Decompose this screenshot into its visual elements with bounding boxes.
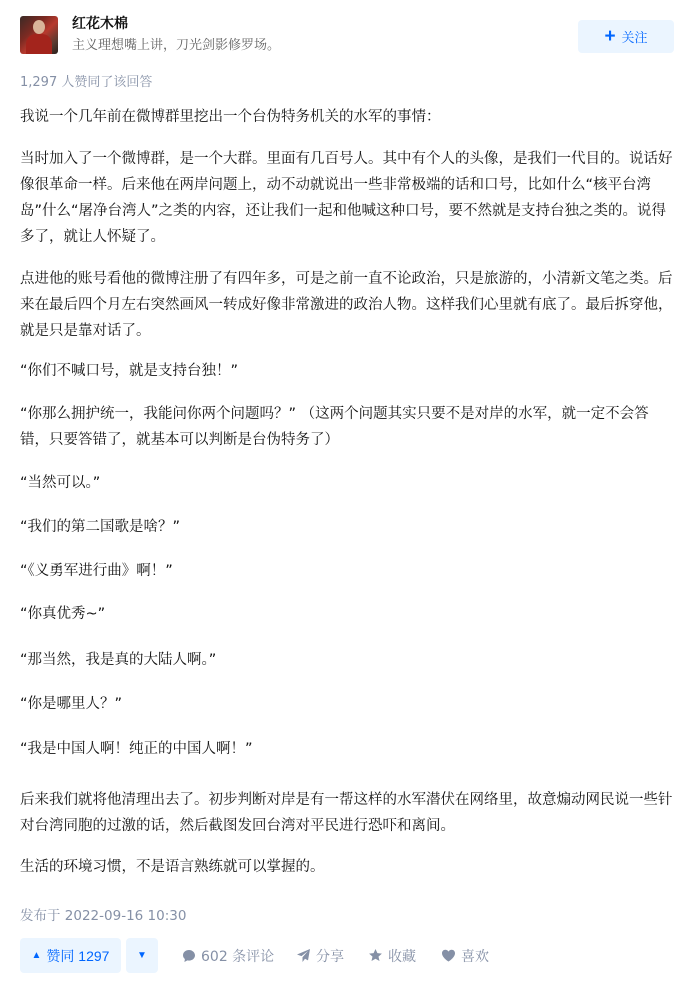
- paragraph: “当然可以。”: [20, 475, 101, 491]
- paragraph: 后来我们就将他清理出去了。初步判断对岸是有一帮这样的水军潜伏在网络里，故意煽动网民说一些针对台湾同胞的过激的话，然后截图发回台湾对平民进行恐吓和离间。: [20, 792, 673, 834]
- author-info: [20, 16, 674, 56]
- follow-label: 关注: [621, 30, 648, 45]
- follow-button[interactable]: [578, 20, 674, 53]
- collect-label: 收藏: [388, 948, 416, 965]
- paragraph: 当时加入了一个微博群，是一个大群。里面有几百号人。其中有个人的头像，是我们一代目的。说话好像很革命一样。后来他在两岸问题上，动不动就说出一些非常极端的话和口号，比如什么“核平台湾岛”什么“屠净台湾人”之类的内容，还让我们一起和他喊这种口号，要不然就是支持台独之类的。说得多了，就让人怀疑了。: [20, 151, 673, 245]
- share-button[interactable]: [296, 938, 344, 973]
- publish-time[interactable]: 发布于 2022-09-16 10:30: [20, 908, 187, 924]
- paragraph: “你真优秀~”: [20, 606, 106, 622]
- paragraph: “那当然，我是真的大陆人啊。”: [20, 652, 217, 668]
- action-bar: [20, 938, 674, 973]
- comment-label: 602 条评论: [201, 948, 275, 965]
- plus-icon: +: [604, 26, 616, 47]
- comment-button[interactable]: [182, 938, 274, 973]
- heart-icon: [441, 948, 456, 963]
- paragraph: 点进他的账号看他的微博注册了有四年多，可是之前一直不论政治，只是旅游的，小清新文笔之类。后来在最后四个月左右突然画风一转成好像非常激进的政治人物。这样我们心里就有底了。最后拆穿他，就是只是靠对话了。: [20, 271, 673, 339]
- paragraph: “你们不喊口号，就是支持台独！”: [20, 363, 239, 379]
- author-name[interactable]: 红花木棉: [72, 16, 128, 32]
- triangle-down-icon: ▼: [137, 950, 147, 961]
- avatar[interactable]: [20, 16, 58, 54]
- paragraph: “《义勇军进行曲》啊！”: [20, 563, 173, 579]
- share-label: 分享: [316, 948, 344, 965]
- vote-up-button[interactable]: [20, 938, 121, 973]
- collect-button[interactable]: [368, 938, 416, 973]
- like-label: 喜欢: [461, 948, 489, 965]
- paragraph: 我说一个几年前在微博群里挖出一个台伪特务机关的水军的事情：: [20, 109, 441, 125]
- vote-down-button[interactable]: [126, 938, 158, 973]
- votes-summary: 1,297 人赞同了该回答: [20, 75, 153, 90]
- paragraph: “你那么拥护统一，我能问你两个问题吗？” （这两个问题其实只要不是对岸的水军，就一定不会答错，只要答错了，就基本可以判断是台伪特务了）: [20, 406, 649, 448]
- paper-plane-icon: [296, 948, 311, 963]
- author-bio: 主义理想嘴上讲，刀光剑影修罗场。: [72, 38, 281, 53]
- vote-up-label: 赞同 1297: [46, 947, 110, 964]
- triangle-up-icon: ▲: [31, 950, 42, 961]
- paragraph: “我们的第二国歌是啥？”: [20, 519, 181, 535]
- paragraph: “你是哪里人？”: [20, 696, 123, 712]
- comment-bubble-icon: [182, 949, 196, 963]
- paragraph: 生活的环境习惯，不是语言熟练就可以掌握的。: [20, 859, 325, 875]
- paragraph: “我是中国人啊！纯正的中国人啊！”: [20, 741, 253, 757]
- like-button[interactable]: [441, 938, 489, 973]
- star-icon: [368, 948, 383, 963]
